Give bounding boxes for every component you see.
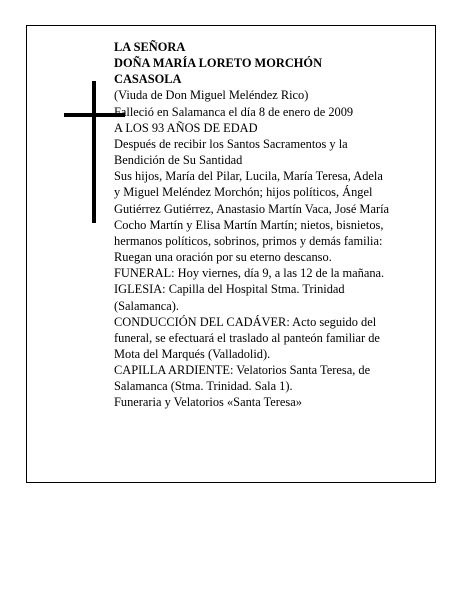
body-line: Después de recibir los Santos Sacramentos y la bbox=[114, 136, 348, 151]
body-line: Salamanca (Stma. Trinidad. Sala 1). bbox=[114, 379, 293, 394]
body-line: CAPILLA ARDIENTE: Velatorios Santa Teresa, de bbox=[114, 363, 371, 378]
body-line: Sus hijos, María del Pilar, Lucila, María Teresa, Adela bbox=[114, 169, 383, 184]
body-line: hermanos políticos, sobrinos, primos y demás familia: bbox=[114, 233, 383, 248]
body-line: Ruegan una oración por su eterno descanso. bbox=[114, 250, 332, 265]
body-line: funeral, se efectuará el traslado al panteón familiar de bbox=[114, 330, 380, 345]
body-line: CONDUCCIÓN DEL CADÁVER: Acto seguido del bbox=[114, 314, 377, 329]
body-line: Bendición de Su Santidad bbox=[114, 153, 243, 168]
body-line: Falleció en Salamanca el día 8 de enero de 2009 bbox=[114, 104, 354, 119]
body-line: Cocho Martín y Elisa Martín Martín; nietos, bisnietos, bbox=[114, 217, 384, 232]
body-line: A LOS 93 AÑOS DE EDAD bbox=[114, 120, 258, 135]
body-line: (Salamanca). bbox=[114, 298, 180, 313]
heading-line: CASASOLA bbox=[114, 72, 182, 87]
heading-line: LA SEÑORA bbox=[114, 40, 186, 54]
obituary-text bbox=[114, 39, 414, 411]
cross-icon-vertical bbox=[92, 81, 96, 223]
body-line: Funeraria y Velatorios «Santa Teresa» bbox=[114, 395, 302, 410]
body-line: IGLESIA: Capilla del Hospital Stma. Trinidad bbox=[114, 282, 345, 297]
body-line: y Miguel Meléndez Morchón; hijos políticos, Ángel bbox=[114, 185, 373, 200]
body-line: Gutiérrez Gutiérrez, Anastasio Martín Vaca, José María bbox=[114, 201, 390, 216]
heading-line: DOÑA MARÍA LORETO MORCHÓN bbox=[114, 56, 323, 71]
body-line: FUNERAL: Hoy viernes, día 9, a las 12 de la mañana. bbox=[114, 266, 385, 281]
body-line: Mota del Marqués (Valladolid). bbox=[114, 346, 271, 361]
body-line: (Viuda de Don Miguel Meléndez Rico) bbox=[114, 88, 309, 103]
